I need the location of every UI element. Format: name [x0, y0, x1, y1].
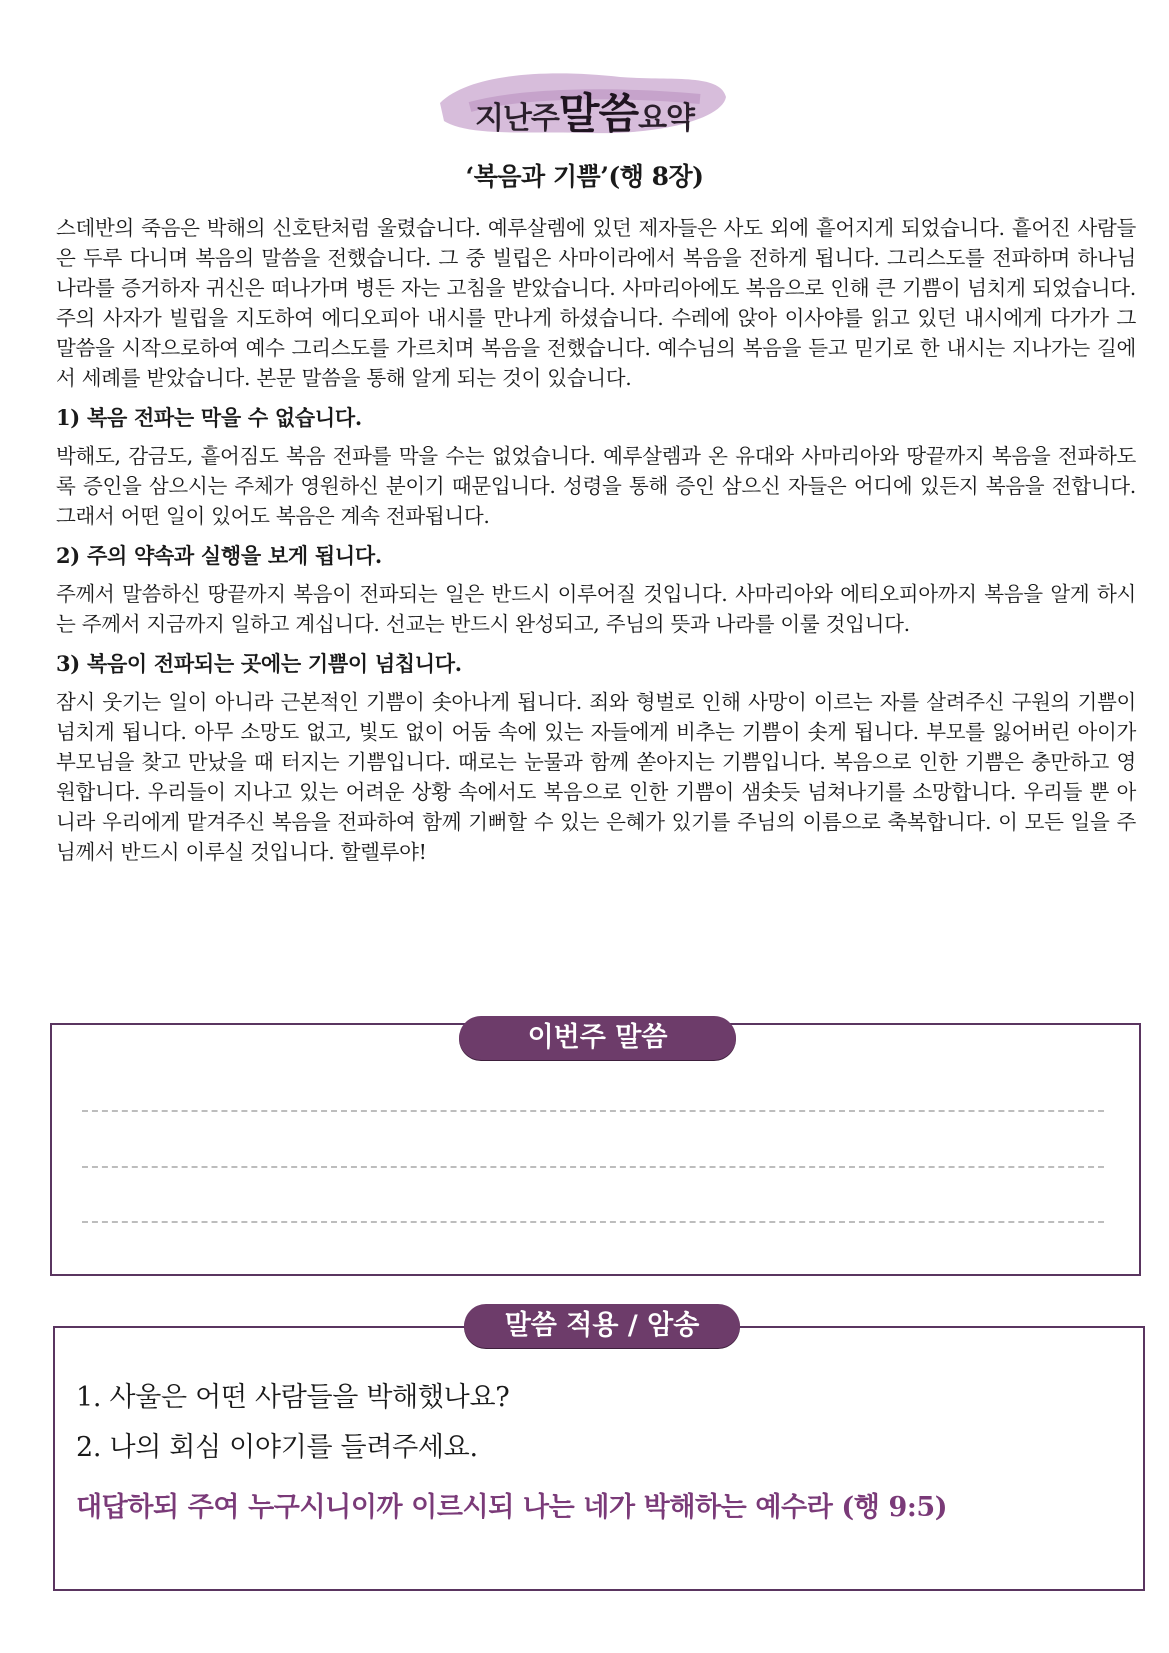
- point-body: 박해도, 감금도, 흩어짐도 복음 전파를 막을 수는 없었습니다. 예루살렘과 온 유대와 사마리아와 땅끝까지 복음을 전파하도록 증인을 삼으시는 주체가 영원하신 분이기 때문입니다. 성령을 통해 증인 삼으신 자들은 어디에 있든지 복음을 전합니다. 그래서 어떤 일이 있어도 복음은 계속 전파됩니다.: [56, 444, 1136, 528]
- point-body: 주께서 말씀하신 땅끝까지 복음이 전파되는 일은 반드시 이루어질 것입니다. 사마리아와 에티오피아까지 복음을 알게 하시는 주께서 지금까지 일하고 계십니다. 선교는 반드시 완성되고, 주님의 뜻과 나라를 이룰 것입니다.: [56, 582, 1136, 636]
- title-suffix: 요약: [638, 101, 695, 136]
- question-item: 1. 사울은 어떤 사람들을 박해했나요?: [76, 1382, 510, 1413]
- intro-paragraph: 스데반의 죽음은 박해의 신호탄처럼 울렸습니다. 예루살렘에 있던 제자들은 사도 외에 흩어지게 되었습니다. 흩어진 사람들은 두루 다니며 복음의 말씀을 전했습니다. 그 중 빌립은 사마이라에서 복음을 전하게 됩니다. 그리스도를 전파하며 하나님 나라를 증거하자 귀신은 떠나가며 병든 자는 고침을 받았습니다. 사마리아에도 복음으로 인해 큰 기쁨이 넘치게 되었습니다. 주의 사자가 빌립을 지도하여 에디오피아 내시를 만나게 하셨습니다. 수레에 앉아 이사야를 읽고 있던 내시에게 다가가 그 말씀을 시작으로하여 예수 그리스도를 가르치며 복음을 전했습니다. 예수님의 복음을 듣고 믿기로 한 내시는 지나가는 길에서 세례를 받았습니다. 본문 말씀을 통해 알게 되는 것이 있습니다.: [56, 216, 1136, 390]
- question-item: 2. 나의 회심 이야기를 들려주세요.: [76, 1432, 478, 1463]
- this-week-box: [50, 1023, 1141, 1276]
- writing-line[interactable]: [82, 1166, 1104, 1168]
- point-heading: 1) 복음 전파는 막을 수 없습니다.: [56, 405, 362, 430]
- writing-line[interactable]: [82, 1221, 1104, 1223]
- sermon-title: ‘복음과 기쁨’(행 8장): [465, 162, 704, 191]
- application-label: 말씀 적용 / 암송: [464, 1304, 740, 1348]
- point-heading: 2) 주의 약속과 실행을 보게 됩니다.: [56, 543, 382, 568]
- title-main: 말씀: [558, 89, 639, 138]
- point-body: 잠시 웃기는 일이 아니라 근본적인 기쁨이 솟아나게 됩니다. 죄와 형벌로 인해 사망이 이르는 자를 살려주신 구원의 기쁨이 넘치게 됩니다. 아무 소망도 없고, 빛도 없이 어둠 속에 있는 자들에게 비추는 기쁨이 솟게 됩니다. 부모를 잃어버린 아이가 부모님을 찾고 만났을 때 터지는 기쁨입니다. 때로는 눈물과 함께 쏟아지는 기쁨입니다. 복음으로 인한 기쁨은 충만하고 영원합니다. 우리들이 지나고 있는 어려운 상황 속에서도 복음으로 인한 기쁨이 샘솟듯 넘쳐나기를 소망합니다. 우리들 뿐 아니라 우리에게 맡겨주신 복음을 전파하여 함께 기뻐할 수 있는 은혜가 있기를 주님의 이름으로 축복합니다. 이 모든 일을 주님께서 반드시 이루실 것입니다. 할렐루야!: [56, 690, 1136, 864]
- memory-verse: 대답하되 주여 누구시니이까 이르시되 나는 네가 박해하는 예수라 (행 9:5): [76, 1492, 948, 1523]
- point-heading: 3) 복음이 전파되는 곳에는 기쁨이 넘칩니다.: [56, 651, 462, 676]
- section-title: [0, 81, 1169, 141]
- page-header: [0, 55, 1169, 150]
- this-week-label: 이번주 말씀: [459, 1016, 736, 1060]
- writing-line[interactable]: [82, 1110, 1104, 1112]
- sermon-summary: [56, 213, 1136, 867]
- title-prefix: 지난주: [474, 101, 559, 136]
